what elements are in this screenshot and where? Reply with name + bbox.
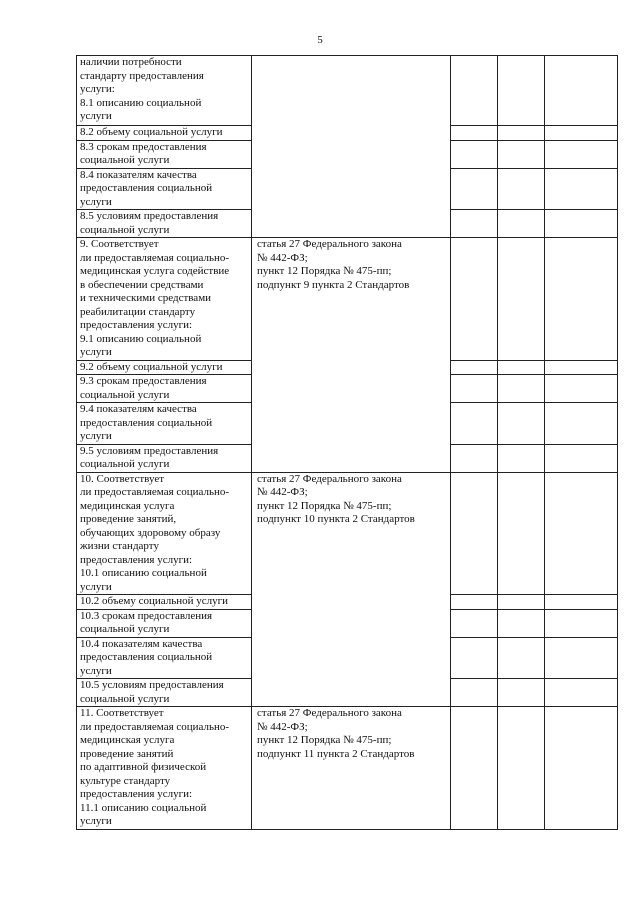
answer-yes-cell (451, 679, 498, 707)
answer-yes-cell (451, 56, 498, 126)
note-cell (545, 210, 618, 238)
answer-no-cell (498, 444, 545, 472)
criterion-cell: 8.2 объему социальной услуги (77, 126, 252, 141)
answer-no-cell (498, 403, 545, 445)
answer-yes-cell (451, 595, 498, 610)
table-row (77, 707, 618, 830)
answer-no-cell (498, 238, 545, 361)
note-cell (545, 707, 618, 830)
criterion-cell: 10.5 условиям предоставления социальной услуги (77, 679, 252, 707)
legal-basis-cell: статья 27 Федерального закона № 442-ФЗ; пункт 12 Порядка № 475-пп; подпункт 11 пункта 2 Стандартов (252, 707, 451, 830)
inspection-table (76, 55, 618, 830)
answer-yes-cell (451, 360, 498, 375)
note-cell (545, 609, 618, 637)
criterion-cell: 9.2 объему социальной услуги (77, 360, 252, 375)
note-cell (545, 472, 618, 595)
note-cell (545, 238, 618, 361)
answer-no-cell (498, 375, 545, 403)
answer-yes-cell (451, 637, 498, 679)
answer-no-cell (498, 609, 545, 637)
answer-no-cell (498, 126, 545, 141)
answer-yes-cell (451, 375, 498, 403)
criterion-cell: 8.5 условиям предоставления социальной услуги (77, 210, 252, 238)
answer-no-cell (498, 210, 545, 238)
answer-no-cell (498, 707, 545, 830)
answer-yes-cell (451, 472, 498, 595)
note-cell (545, 595, 618, 610)
answer-yes-cell (451, 444, 498, 472)
answer-no-cell (498, 472, 545, 595)
note-cell (545, 168, 618, 210)
answer-no-cell (498, 56, 545, 126)
table-row (77, 238, 618, 361)
answer-yes-cell (451, 140, 498, 168)
note-cell (545, 444, 618, 472)
criterion-cell: 9.5 условиям предоставления социальной услуги (77, 444, 252, 472)
answer-yes-cell (451, 238, 498, 361)
answer-no-cell (498, 140, 545, 168)
note-cell (545, 403, 618, 445)
criterion-cell: 8.3 срокам предоставления социальной услуги (77, 140, 252, 168)
criterion-cell: 9. Соответствует ли предоставляемая социально- медицинская услуга содействие в обеспечении средствами и техническими средствами реабилитации стандарту предоставления услуги: 9.1 описанию социальной услуги (77, 238, 252, 361)
criterion-cell: 9.4 показателям качества предоставления социальной услуги (77, 403, 252, 445)
answer-yes-cell (451, 210, 498, 238)
page-number: 5 (317, 34, 323, 46)
legal-basis-cell (252, 56, 451, 238)
note-cell (545, 140, 618, 168)
answer-no-cell (498, 595, 545, 610)
criterion-cell: 11. Соответствует ли предоставляемая социально- медицинская услуга проведение занятий по адаптивной физической культуре стандарту предоставления услуги: 11.1 описанию социальной услуги (77, 707, 252, 830)
criterion-cell: 9.3 срокам предоставления социальной услуги (77, 375, 252, 403)
answer-yes-cell (451, 126, 498, 141)
note-cell (545, 679, 618, 707)
criterion-cell: 10.3 срокам предоставления социальной услуги (77, 609, 252, 637)
table-row (77, 56, 618, 126)
note-cell (545, 56, 618, 126)
answer-yes-cell (451, 609, 498, 637)
legal-basis-cell: статья 27 Федерального закона № 442-ФЗ; пункт 12 Порядка № 475-пп; подпункт 10 пункта 2 Стандартов (252, 472, 451, 707)
answer-no-cell (498, 679, 545, 707)
criterion-cell: 10. Соответствует ли предоставляемая социально- медицинская услуга проведение занятий, обучающих здоровому образу жизни стандарту предоставления услуги: 10.1 описанию социальной услуги (77, 472, 252, 595)
answer-yes-cell (451, 707, 498, 830)
answer-no-cell (498, 637, 545, 679)
answer-yes-cell (451, 168, 498, 210)
note-cell (545, 360, 618, 375)
legal-basis-cell: статья 27 Федерального закона № 442-ФЗ; пункт 12 Порядка № 475-пп; подпункт 9 пункта 2 Стандартов (252, 238, 451, 473)
note-cell (545, 637, 618, 679)
answer-yes-cell (451, 403, 498, 445)
table-row (77, 472, 618, 595)
note-cell (545, 126, 618, 141)
criterion-cell: наличии потребности стандарту предоставления услуги: 8.1 описанию социальной услуги (77, 56, 252, 126)
answer-no-cell (498, 168, 545, 210)
answer-no-cell (498, 360, 545, 375)
criterion-cell: 8.4 показателям качества предоставления социальной услуги (77, 168, 252, 210)
criterion-cell: 10.4 показателям качества предоставления социальной услуги (77, 637, 252, 679)
criterion-cell: 10.2 объему социальной услуги (77, 595, 252, 610)
note-cell (545, 375, 618, 403)
